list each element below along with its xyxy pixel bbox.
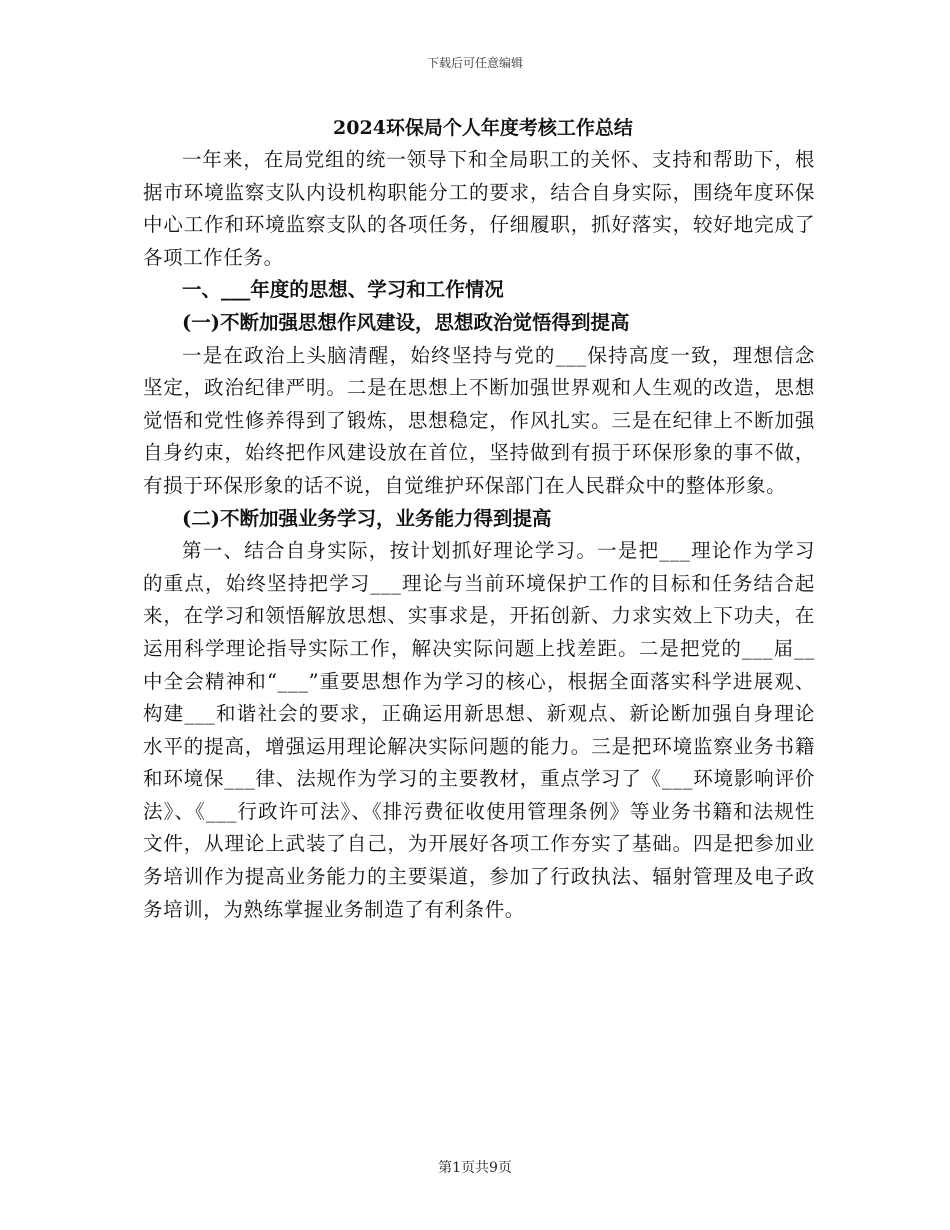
page-header: 下载后可任意编辑 — [426, 56, 523, 70]
paragraph-study: 第一、结合自身实际，按计划抓好理论学习。一是把___理论作为学习的重点，始终坚持把学习___理论与当前环境保护工作的目标和任务结合起来，在学习和领悟解放思想、实事求是，开拓创新、力求实效上下功夫，在运用科学理论指导实际工作，解决实际问题上找差距。二是把党的___届__中全会精神和“___”重要思想作为学习的核心，根据全面落实科学进展观、构建___和谐社会的要求，正确运用新思想、新观点、新论断加强自身理论水平的提高，增强运用理论解决实际问题的能力。三是把环境监察业务书籍和环境保___律、法规作为学习的主要教材，重点学习了《___环境影响评价法》、《___行政许可法》、《排污费征收使用管理条例》等业务书籍和法规性文件，从理论上武装了自己，为开展好各项工作夯实了基础。四是把参加业务培训作为提高业务能力的主要渠道，参加了行政执法、辐射管理及电子政务培训，为熟练掌握业务制造了有利条件。 — [143, 539, 815, 921]
subsection-heading-2: (二)不断加强业务学习，业务能力得到提高 — [182, 506, 552, 530]
subsection-heading-1: (一)不断加强思想作风建设，思想政治觉悟得到提高 — [182, 310, 630, 334]
document-body — [143, 112, 815, 926]
section-heading: 一、___年度的思想、学习和工作情况 — [182, 278, 504, 302]
paragraph-intro: 一年来，在局党组的统一领导下和全局职工的关怀、支持和帮助下，根据市环境监察支队内设机构职能分工的要求，结合自身实际，围绕年度环保中心工作和环境监察支队的各项任务，仔细履职，抓好落实，较好地完成了各项工作任务。 — [143, 148, 815, 269]
document-title: 2024环保局个人年度考核工作总结 — [333, 117, 633, 139]
paragraph-ideology: 一是在政治上头脑清醒，始终坚持与党的___保持高度一致，理想信念坚定，政治纪律严明。二是在思想上不断加强世界观和人生观的改造，思想觉悟和党性修养得到了锻炼，思想稳定，作风扎实。三是在纪律上不断加强自身约束，始终把作风建设放在首位，坚持做到有损于环保形象的事不做，有损于环保形象的话不说，自觉维护环保部门在人民群众中的整体形象。 — [143, 343, 815, 497]
page-footer: 第1页共9页 — [438, 1160, 512, 1176]
